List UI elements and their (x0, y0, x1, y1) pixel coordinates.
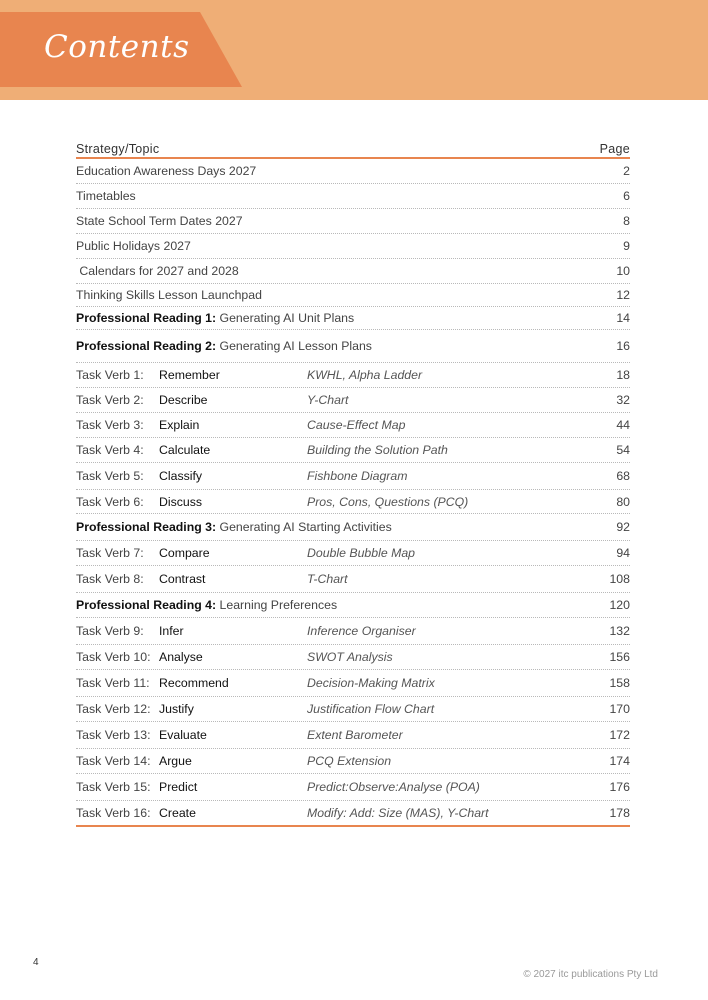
page-ref: 2 (623, 164, 630, 178)
task-verb-name: Remember (159, 368, 220, 382)
task-verb-name: Create (159, 806, 196, 820)
page-ref: 18 (616, 368, 630, 382)
strategy-name: Predict:Observe:Analyse (POA) (307, 780, 480, 794)
page-ref: 178 (609, 806, 630, 820)
task-verb-label: Task Verb 16: (76, 806, 151, 820)
table-row (76, 463, 630, 490)
page-ref: 54 (616, 443, 630, 457)
reading-label: Professional Reading 3: (76, 520, 217, 534)
table-row (76, 618, 630, 645)
task-verb-name: Discuss (159, 494, 203, 509)
task-verb-label: Task Verb 5: (76, 469, 144, 483)
reading-entry (76, 598, 586, 612)
table-row (76, 566, 630, 593)
page-ref: 6 (623, 189, 630, 203)
reading-entry (76, 311, 586, 325)
page-ref: 44 (616, 418, 630, 432)
strategy-name: Cause-Effect Map (307, 418, 406, 432)
page-ref: 120 (609, 598, 630, 612)
page-ref: 174 (609, 754, 630, 768)
table-row (76, 722, 630, 749)
task-verb-label: Task Verb 8: (76, 572, 144, 586)
contents-table (76, 136, 630, 827)
strategy-name: Extent Barometer (307, 728, 403, 742)
table-row (76, 514, 630, 541)
page-ref: 132 (609, 624, 630, 638)
task-verb-label: Task Verb 6: (76, 494, 144, 509)
strategy-name: SWOT Analysis (307, 650, 393, 664)
reading-entry (76, 339, 586, 353)
task-verb-label: Task Verb 1: (76, 368, 144, 382)
table-row (76, 209, 630, 234)
page-ref: 108 (609, 572, 630, 586)
table-row (76, 184, 630, 209)
strategy-name: T-Chart (307, 572, 348, 586)
task-verb-name: Compare (159, 546, 210, 560)
strategy-name: Decision-Making Matrix (307, 676, 435, 690)
reading-title: Generating AI Starting Activities (216, 520, 392, 534)
table-body (76, 159, 630, 827)
page-number: 4 (33, 957, 39, 968)
page-ref: 172 (609, 728, 630, 742)
page-ref: 9 (623, 239, 630, 253)
reading-label: Professional Reading 1: (76, 311, 217, 325)
table-row (76, 330, 630, 363)
table-row (76, 284, 630, 307)
task-verb-name: Infer (159, 624, 184, 638)
entry-title: Timetables (76, 189, 136, 203)
strategy-name: Fishbone Diagram (307, 469, 408, 483)
table-row (76, 645, 630, 670)
page-ref: 14 (616, 311, 630, 325)
task-verb-name: Calculate (159, 443, 211, 457)
strategy-name: KWHL, Alpha Ladder (307, 368, 423, 382)
task-verb-name: Argue (159, 754, 192, 768)
page-ref: 12 (616, 288, 630, 302)
task-verb-label: Task Verb 3: (76, 418, 144, 432)
page-ref: 68 (616, 469, 630, 483)
entry-title: Public Holidays 2027 (76, 239, 191, 253)
task-verb-label: Task Verb 11: (76, 676, 150, 690)
copyright-notice: © 2027 itc publications Pty Ltd (523, 969, 658, 980)
column-header-page: Page (599, 142, 630, 156)
page-ref: 92 (616, 520, 630, 534)
entry-title: Thinking Skills Lesson Launchpad (76, 288, 262, 302)
task-verb-name: Describe (159, 393, 208, 407)
table-row (76, 259, 630, 284)
reading-title: Generating AI Unit Plans (216, 311, 355, 325)
table-row (76, 774, 630, 801)
reading-title: Learning Preferences (216, 598, 338, 612)
task-verb-label: Task Verb 9: (76, 624, 144, 638)
page-ref: 8 (623, 214, 630, 228)
page-ref: 32 (616, 393, 630, 407)
table-row (76, 697, 630, 722)
table-row (76, 413, 630, 438)
strategy-name: Modify: Add: Size (MAS), Y-Chart (307, 806, 489, 820)
table-row (76, 801, 630, 827)
reading-entry (76, 520, 586, 534)
task-verb-name: Recommend (159, 676, 229, 690)
task-verb-label: Task Verb 15: (76, 780, 151, 794)
strategy-name: Building the Solution Path (307, 443, 448, 457)
strategy-name: Justification Flow Chart (307, 702, 435, 716)
task-verb-label: Task Verb 10: (76, 650, 151, 664)
page-ref: 158 (609, 676, 630, 690)
task-verb-label: Task Verb 4: (76, 443, 144, 457)
page-ref: 16 (616, 339, 630, 353)
page-ref: 176 (609, 780, 630, 794)
table-row (76, 490, 630, 514)
task-verb-name: Classify (159, 469, 203, 483)
strategy-name: Double Bubble Map (307, 546, 416, 560)
page-ref: 10 (616, 264, 630, 278)
page-ref: 170 (609, 702, 630, 716)
page-ref: 80 (616, 494, 630, 509)
task-verb-name: Justify (159, 702, 194, 716)
task-verb-label: Task Verb 2: (76, 393, 144, 407)
task-verb-label: Task Verb 13: (76, 728, 151, 742)
table-row (76, 307, 630, 330)
table-row (76, 670, 630, 697)
strategy-name: PCQ Extension (307, 754, 392, 768)
page-ref: 156 (609, 650, 630, 664)
entry-title: State School Term Dates 2027 (76, 214, 243, 228)
task-verb-name: Contrast (159, 572, 206, 586)
table-row (76, 438, 630, 463)
task-verb-label: Task Verb 7: (76, 546, 144, 560)
column-header-topic: Strategy/Topic (76, 142, 160, 156)
task-verb-label: Task Verb 14: (76, 754, 151, 768)
table-row (76, 363, 630, 388)
task-verb-name: Analyse (159, 650, 203, 664)
table-row (76, 749, 630, 774)
table-row (76, 388, 630, 413)
reading-label: Professional Reading 4: (76, 598, 217, 612)
table-row (76, 593, 630, 618)
table-row (76, 234, 630, 259)
task-verb-name: Evaluate (159, 728, 207, 742)
entry-title: Calendars for 2027 and 2028 (76, 264, 239, 278)
task-verb-label: Task Verb 12: (76, 702, 151, 716)
reading-label: Professional Reading 2: (76, 339, 217, 353)
page-title: Contents (44, 29, 190, 65)
task-verb-name: Explain (159, 418, 200, 432)
table-row (76, 159, 630, 184)
strategy-name: Inference Organiser (307, 624, 416, 638)
table-header (76, 136, 630, 159)
strategy-name: Y-Chart (307, 393, 349, 407)
task-verb-name: Predict (159, 780, 198, 794)
strategy-name: Pros, Cons, Questions (PCQ) (307, 494, 469, 509)
reading-title: Generating AI Lesson Plans (216, 339, 372, 353)
table-row (76, 541, 630, 566)
page-ref: 94 (616, 546, 630, 560)
entry-title: Education Awareness Days 2027 (76, 164, 257, 178)
